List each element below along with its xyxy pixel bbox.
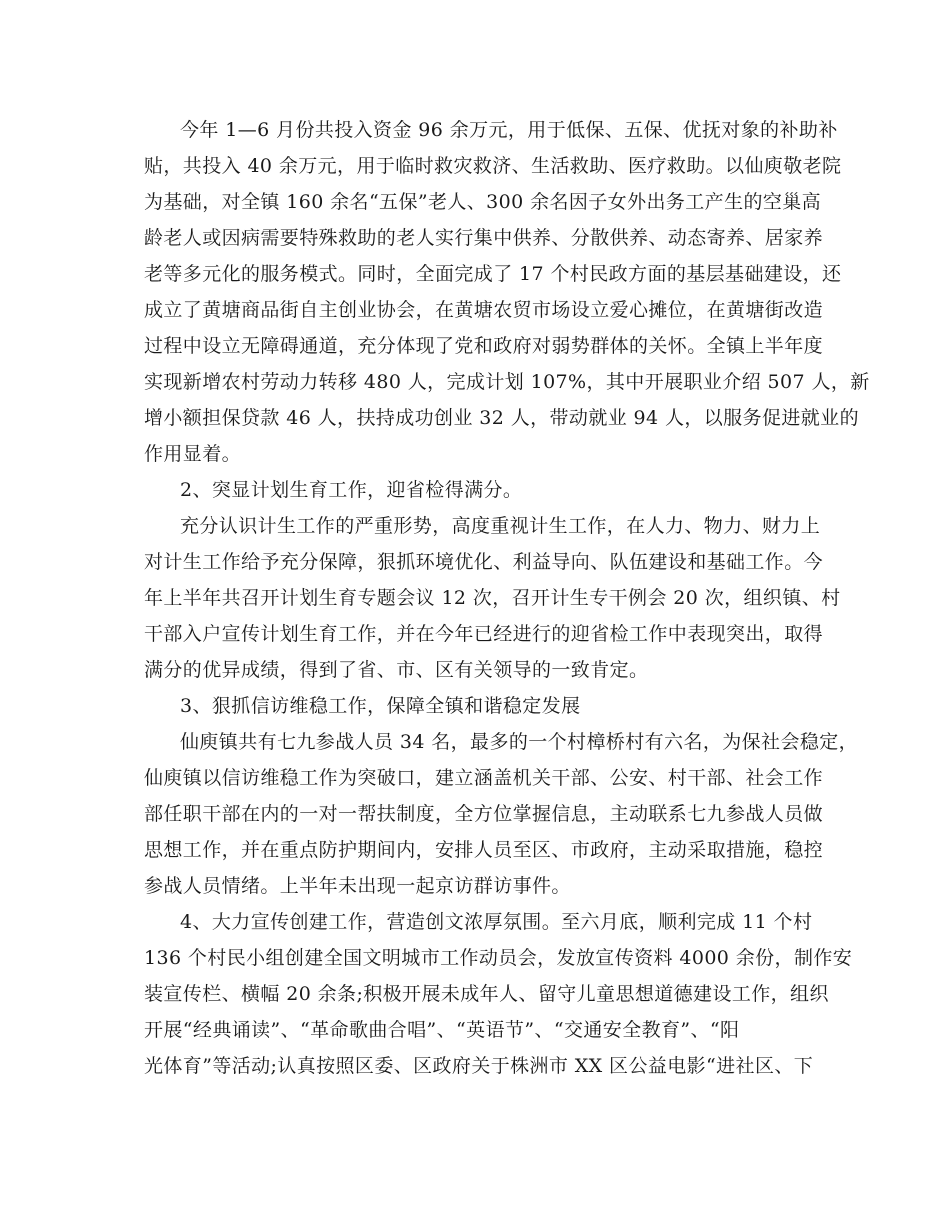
paragraph-3-line-3: 部任职干部在内的一对一帮扶制度，全方位掌握信息，主动联系七九参战人员做: [144, 803, 824, 825]
paragraph-1-line-10: 作用显着。: [144, 443, 242, 465]
paragraph-1-line-6: 成立了黄塘商品街自主创业协会，在黄塘农贸市场设立爱心摊位，在黄塘街改造: [144, 299, 824, 321]
paragraph-3-line-4: 思想工作，并在重点防护期间内，安排人员至区、市政府，主动采取措施，稳控: [144, 839, 824, 861]
paragraph-1-line-3: 为基础，对全镇 160 余名“五保”老人、300 余名因子女外出务工产生的空巢高: [144, 191, 822, 213]
paragraph-2-line-2: 对计生工作给予充分保障，狠抓环境优化、利益导向、队伍建设和基础工作。今: [144, 551, 824, 573]
paragraph-3-line-1: 仙庾镇共有七九参战人员 34 名，最多的一个村樟桥村有六名，为保社会稳定，: [180, 731, 859, 753]
section-3-heading: 3、狠抓信访维稳工作，保障全镇和谐稳定发展: [180, 695, 581, 717]
paragraph-1-line-1: 今年 1—6 月份共投入资金 96 余万元，用于低保、五保、优抚对象的补助补: [180, 119, 838, 141]
section-4-heading-line: 4、大力宣传创建工作，营造创文浓厚氛围。至六月底，顺利完成 11 个村: [180, 911, 813, 933]
paragraph-2-line-3: 年上半年共召开计划生育专题会议 12 次，召开计生专干例会 20 次，组织镇、村: [144, 587, 841, 609]
paragraph-1-line-7: 过程中设立无障碍通道，充分体现了党和政府对弱势群体的关怀。全镇上半年度: [144, 335, 824, 357]
paragraph-3-line-2: 仙庾镇以信访维稳工作为突破口，建立涵盖机关干部、公安、村干部、社会工作: [144, 767, 824, 789]
paragraph-2-line-1: 充分认识计生工作的严重形势，高度重视计生工作，在人力、物力、财力上: [180, 515, 821, 537]
paragraph-1-line-9: 增小额担保贷款 46 人，扶持成功创业 32 人，带动就业 94 人，以服务促进就业的: [144, 407, 859, 429]
paragraph-4-line-5: 光体育”等活动;认真按照区委、区政府关于株洲市 XX 区公益电影“进社区、下: [144, 1055, 814, 1077]
section-2-heading: 2、突显计划生育工作，迎省检得满分。: [180, 479, 523, 501]
paragraph-2-line-5: 满分的优异成绩，得到了省、市、区有关领导的一致肯定。: [144, 659, 649, 681]
paragraph-1-line-4: 龄老人或因病需要特殊救助的老人实行集中供养、分散供养、动态寄养、居家养: [144, 227, 824, 249]
paragraph-4-line-3: 装宣传栏、横幅 20 余条;积极开展未成年人、留守儿童思想道德建设工作，组织: [144, 983, 829, 1005]
paragraph-1-line-2: 贴，共投入 40 余万元，用于临时救灾救济、生活救助、医疗救助。以仙庾敬老院: [144, 155, 842, 177]
paragraph-4-line-4: 开展“经典诵读”、“革命歌曲合唱”、“英语节”、“交通安全教育”、“阳: [144, 1019, 740, 1041]
paragraph-4-line-2: 136 个村民小组创建全国文明城市工作动员会，发放宣传资料 4000 余份，制作安: [144, 947, 853, 969]
paragraph-2-line-4: 干部入户宣传计划生育工作，并在今年已经进行的迎省检工作中表现突出，取得: [144, 623, 824, 645]
paragraph-3-line-5: 参战人员情绪。上半年未出现一起京访群访事件。: [144, 875, 571, 897]
paragraph-1-line-5: 老等多元化的服务模式。同时，全面完成了 17 个村民政方面的基层基础建设，还: [144, 263, 842, 285]
paragraph-1-line-8: 实现新增农村劳动力转移 480 人，完成计划 107%，其中开展职业介绍 507 人，新: [144, 371, 870, 393]
